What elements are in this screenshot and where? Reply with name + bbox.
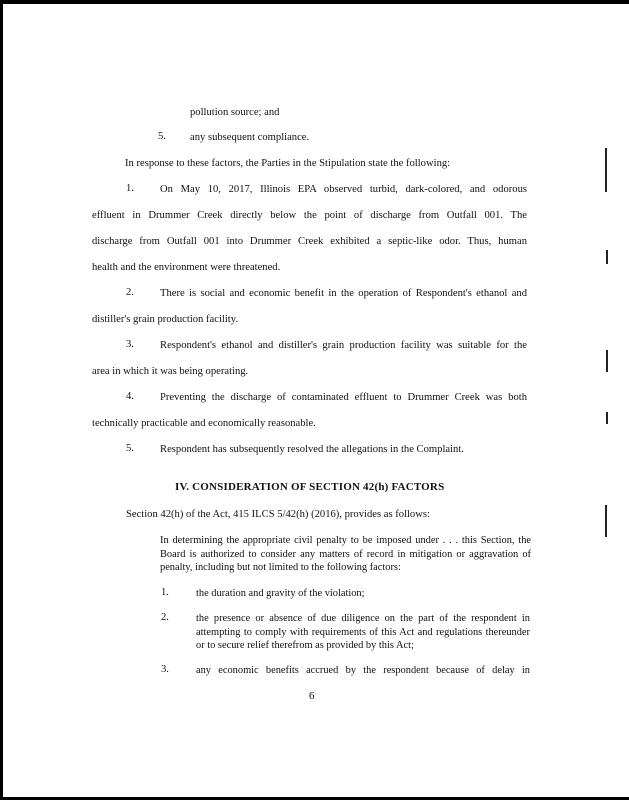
stipulation-1-line: discharge from Outfall 001 into Drummer Creek exhibited a septic-like odor. Thus, human bbox=[92, 236, 527, 247]
list-item-5-number: 5. bbox=[158, 131, 166, 142]
list-item-5-text: any subsequent compliance. bbox=[190, 132, 310, 143]
stipulation-1-number: 1. bbox=[126, 183, 134, 194]
stipulation-1-line: health and the environment were threatened. bbox=[92, 262, 281, 273]
quote-item-2-text: the presence or absence of due diligence on the part of the respondent in attempting to comply with requirements of this Act and regulations thereunder or to secure relief therefrom as provided by this Act; bbox=[196, 613, 530, 651]
stipulation-2-number: 2. bbox=[126, 287, 134, 298]
stipulation-2-line: distiller's grain production facility. bbox=[92, 314, 238, 325]
quote-item-1-number: 1. bbox=[161, 587, 169, 598]
stipulation-4-line: Preventing the discharge of contaminated effluent to Drummer Creek was both bbox=[160, 392, 527, 403]
intro-paragraph: In response to these factors, the Parties in the Stipulation state the following: bbox=[125, 158, 451, 169]
quote-item-3-text: any economic benefits accrued by the respondent because of delay in bbox=[196, 665, 530, 676]
list-item-4-continued: pollution source; and bbox=[190, 107, 280, 118]
quote-lead: In determining the appropriate civil penalty to be imposed under . . . this Section, the Board is authorized to consider any matters of record in mitigation or aggravation of penalty, including but not limited to the following factors: bbox=[160, 535, 531, 573]
scan-mark bbox=[606, 250, 608, 264]
quote-item-3-number: 3. bbox=[161, 664, 169, 675]
page-number: 6 bbox=[309, 690, 315, 702]
stipulation-4-number: 4. bbox=[126, 391, 134, 402]
stipulation-3-line: Respondent's ethanol and distiller's grain production facility was suitable for the bbox=[160, 340, 527, 351]
scan-border-left bbox=[0, 0, 3, 800]
scan-mark bbox=[605, 505, 607, 537]
section-heading: IV. CONSIDERATION OF SECTION 42(h) FACTORS bbox=[175, 481, 445, 493]
stipulation-3-line: area in which it was being operating. bbox=[92, 366, 249, 377]
stipulation-1-line: On May 10, 2017, Illinois EPA observed turbid, dark-colored, and odorous bbox=[160, 184, 527, 195]
stipulation-5-line: Respondent has subsequently resolved the allegations in the Complaint. bbox=[160, 444, 464, 455]
stipulation-3-number: 3. bbox=[126, 339, 134, 350]
quote-item-2-number: 2. bbox=[161, 612, 169, 623]
scan-border-top bbox=[0, 0, 629, 4]
section-intro: Section 42(h) of the Act, 415 ILCS 5/42(h) (2016), provides as follows: bbox=[126, 509, 430, 520]
stipulation-4-line: technically practicable and economically reasonable. bbox=[92, 418, 316, 429]
quote-item-1-text: the duration and gravity of the violation; bbox=[196, 588, 365, 599]
stipulation-5-number: 5. bbox=[126, 443, 134, 454]
stipulation-1-line: effluent in Drummer Creek directly below the point of discharge from Outfall 001. The bbox=[92, 210, 527, 221]
scan-mark bbox=[606, 412, 608, 424]
stipulation-2-line: There is social and economic benefit in the operation of Respondent's ethanol and bbox=[160, 288, 527, 299]
scan-mark bbox=[606, 350, 608, 372]
scan-mark bbox=[605, 148, 607, 192]
